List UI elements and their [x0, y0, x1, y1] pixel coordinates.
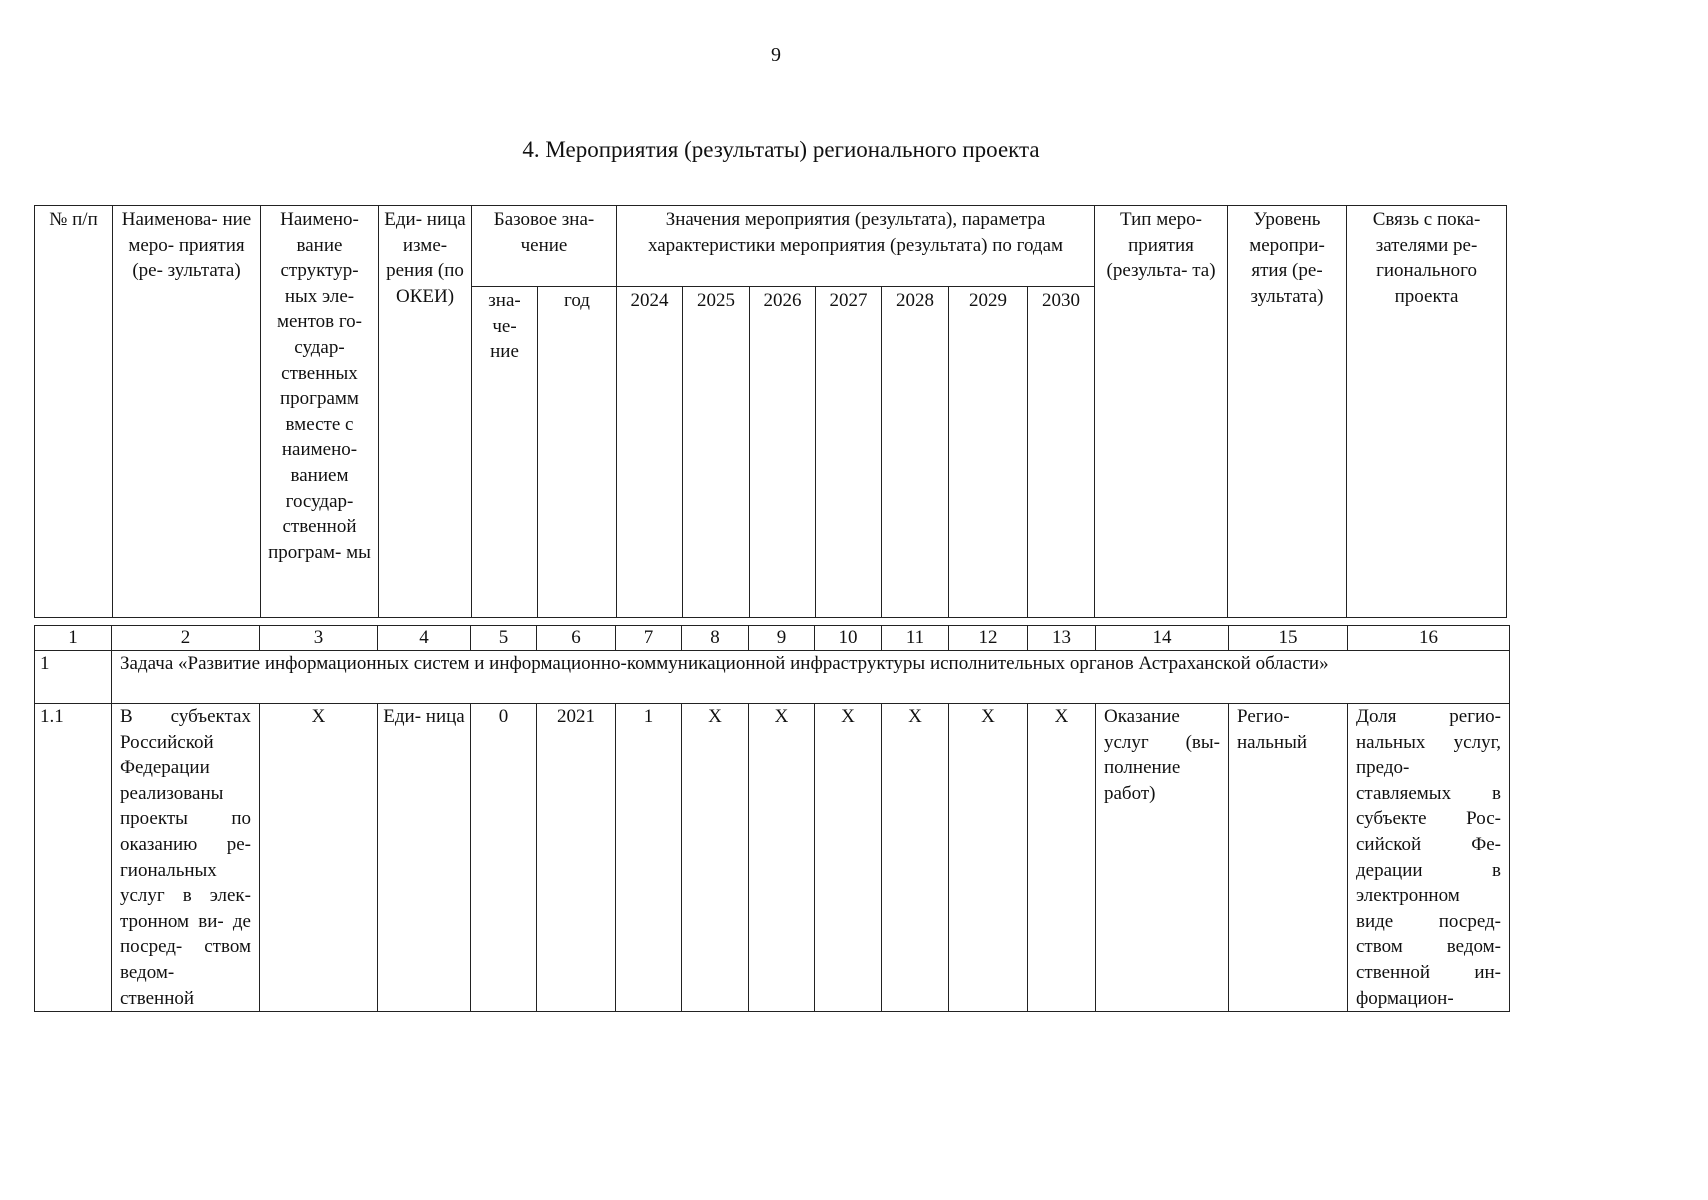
header-cell-year: 2025 [683, 287, 750, 618]
item-year-value: 1 [616, 704, 682, 1012]
task-number: 1 [35, 651, 112, 704]
column-number-cell: 15 [1229, 626, 1348, 651]
header-cell-link: Связь с пока- зателями ре- гионального проекта [1347, 206, 1507, 618]
header-cell-structural-elements: Наимено- вание структур- ных эле- ментов го- судар- ственных программ вместе с наимено- ванием государ- ственной програм- мы [261, 206, 379, 618]
item-number: 1.1 [35, 704, 112, 1012]
header-cell-year: 2030 [1028, 287, 1095, 618]
item-base-value: 0 [471, 704, 537, 1012]
item-year-value: X [882, 704, 949, 1012]
header-cell-year: 2029 [949, 287, 1028, 618]
column-number-cell: 5 [471, 626, 537, 651]
column-number-cell: 7 [616, 626, 682, 651]
header-cell-number: № п/п [35, 206, 113, 618]
item-year-value: X [749, 704, 815, 1012]
item-year-value: X [682, 704, 749, 1012]
table-row [35, 704, 1510, 1012]
header-cell-values-by-year: Значения мероприятия (результата), параметра характеристики мероприятия (результата) по годам [617, 206, 1095, 287]
item-level: Регио- нальный [1229, 704, 1348, 1012]
section-title: 4. Мероприятия (результаты) регионального проекта [522, 137, 1040, 162]
page-number: 9 [771, 44, 781, 66]
body-table [34, 625, 1510, 1012]
column-number-cell: 3 [260, 626, 378, 651]
header-cell-base-value: Базовое зна- чение [472, 206, 617, 287]
item-structural-element: X [260, 704, 378, 1012]
column-number-cell: 16 [1348, 626, 1510, 651]
header-table [34, 205, 1507, 618]
item-year-value: X [815, 704, 882, 1012]
header-cell-year: 2026 [750, 287, 816, 618]
column-number-cell: 13 [1028, 626, 1096, 651]
header-cell-name: Наименова- ние меро- приятия (ре- зультата) [113, 206, 261, 618]
item-name: В субъектах Российской Федерации реализованы проекты по оказанию ре- гиональных услуг в элек- тронном ви- де посред- ством ведом- ственной [112, 704, 260, 1012]
column-number-row [35, 626, 1510, 651]
column-number-cell: 6 [537, 626, 616, 651]
column-number-cell: 10 [815, 626, 882, 651]
column-number-cell: 12 [949, 626, 1028, 651]
item-link: Доля регио- нальных услуг, предо- ставляемых в субъекте Рос- сийской Фе- дерации в электронном виде посред- ством ведом- ственной ин- формацион- [1348, 704, 1510, 1012]
header-cell-unit: Еди- ница изме- рения (по ОКЕИ) [379, 206, 472, 618]
header-cell-base-year: год [538, 287, 617, 618]
task-text: Задача «Развитие информационных систем и информационно-коммуникационной инфраструктуры исполнительных органов Астраханской области» [112, 651, 1510, 704]
item-unit: Еди- ница [378, 704, 471, 1012]
column-number-cell: 1 [35, 626, 112, 651]
column-number-cell: 4 [378, 626, 471, 651]
header-cell-level: Уровень меропри- ятия (ре- зультата) [1228, 206, 1347, 618]
item-type: Оказание услуг (вы- полнение работ) [1096, 704, 1229, 1012]
column-number-cell: 11 [882, 626, 949, 651]
item-year-value: X [949, 704, 1028, 1012]
header-cell-base-number: зна- че- ние [472, 287, 538, 618]
header-cell-year: 2027 [816, 287, 882, 618]
header-cell-type: Тип меро- приятия (результа- та) [1095, 206, 1228, 618]
header-cell-year: 2028 [882, 287, 949, 618]
item-year-value: X [1028, 704, 1096, 1012]
column-number-cell: 2 [112, 626, 260, 651]
item-base-year: 2021 [537, 704, 616, 1012]
header-cell-year: 2024 [617, 287, 683, 618]
column-number-cell: 9 [749, 626, 815, 651]
task-row [35, 651, 1510, 704]
column-number-cell: 8 [682, 626, 749, 651]
column-number-cell: 14 [1096, 626, 1229, 651]
